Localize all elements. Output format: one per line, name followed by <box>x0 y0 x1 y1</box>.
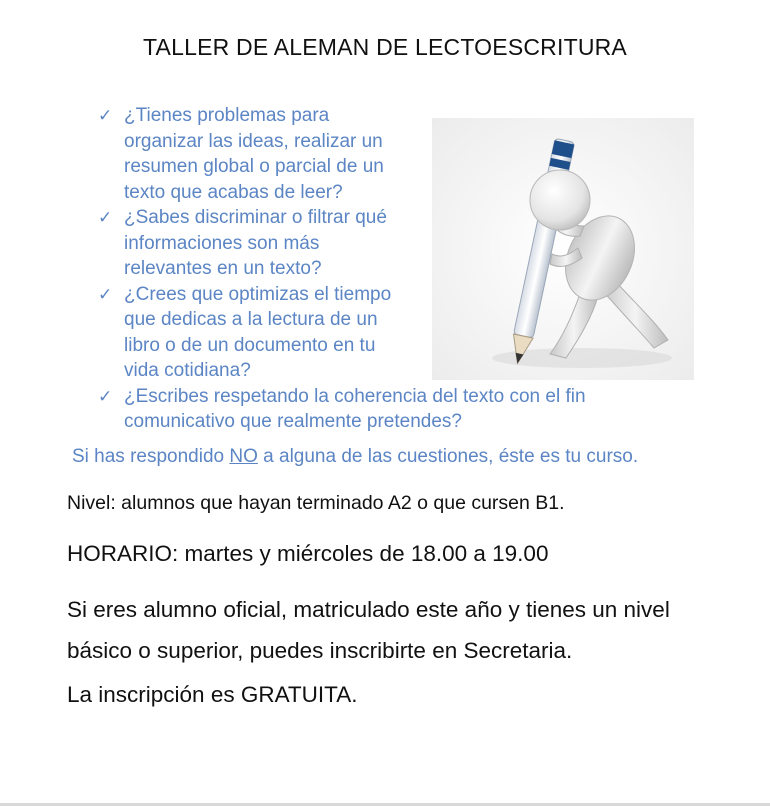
checkmark-icon: ✓ <box>98 208 113 227</box>
list-item <box>98 384 638 435</box>
price-info: La inscripción es GRATUITA. <box>67 682 358 707</box>
cta-emphasis: NO <box>229 446 258 467</box>
question-text: ¿Escribes respetando la coherencia del texto con el fin comunicativo que realmente pretendes? <box>124 385 586 432</box>
question-text: ¿Crees que optimizas el tiempo que dedicas a la lectura de un libro o de un documento en tu vida cotidiana? <box>124 283 392 381</box>
schedule-info: HORARIO: martes y miércoles de 18.00 a 19.00 <box>67 541 549 566</box>
enrollment-info: Si eres alumno oficial, matriculado este año y tienes un nivel básico o superior, puedes inscribirte en Secretaria. <box>67 597 670 663</box>
figure-with-pencil-icon <box>432 118 694 380</box>
page-title: TALLER DE ALEMAN DE LECTOESCRITURA <box>143 34 627 60</box>
checkmark-icon: ✓ <box>98 386 113 406</box>
question-text: ¿Tienes problemas para organizar las ideas, realizar un resumen global o parcial de un texto que acabas de leer? <box>124 105 384 203</box>
checkmark-icon: ✓ <box>98 284 113 304</box>
checkmark-icon: ✓ <box>98 106 113 125</box>
question-text: ¿Sabes discriminar o filtrar qué informaciones son más relevantes en un texto? <box>124 207 387 279</box>
cta-text-before: Si has respondido <box>72 446 230 467</box>
level-info: Nivel: alumnos que hayan terminado A2 o que cursen B1. <box>67 492 565 514</box>
course-call-to-action <box>72 446 638 468</box>
cta-text-after: a alguna de las cuestiones, éste es tu curso. <box>257 446 639 467</box>
